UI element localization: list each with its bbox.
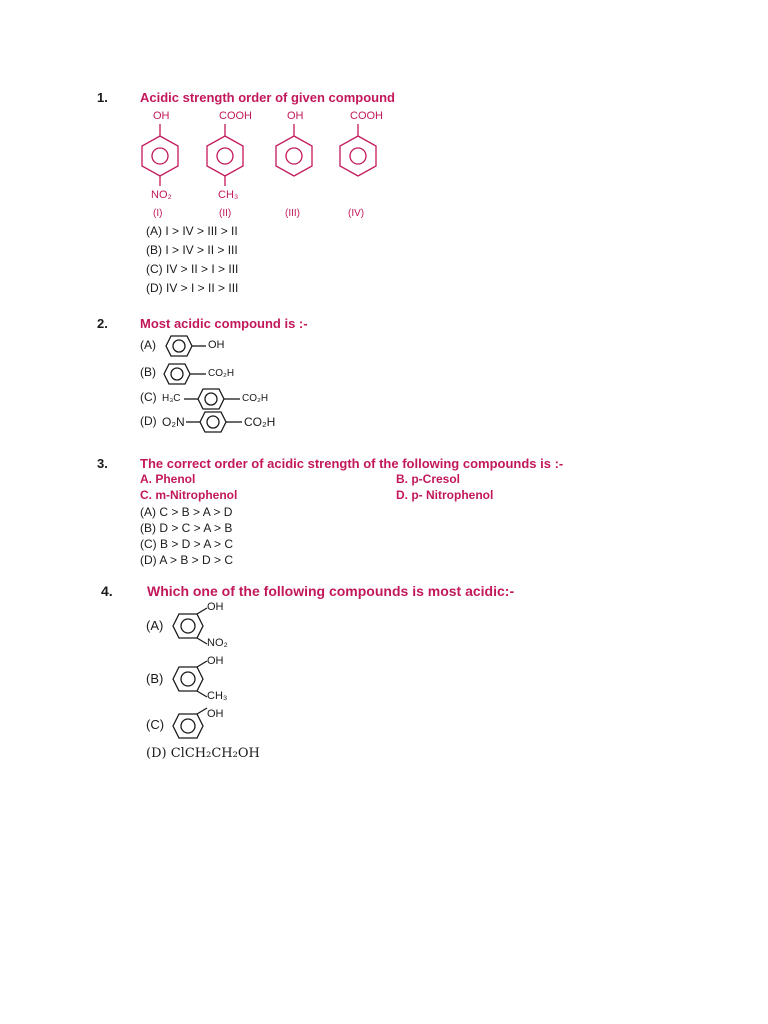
q3-item-c: C. m-Nitrophenol: [140, 488, 238, 502]
q4-option-c-top-group: OH: [207, 708, 224, 720]
q1-label-3: (III): [285, 208, 300, 219]
q3-item-b: B. p-Cresol: [396, 472, 461, 486]
q3-number: 3.: [97, 456, 108, 471]
q3-option-b: (B) D > C > A > B: [140, 521, 233, 535]
q4-option-d-formula: ClCH₂CH₂OH: [170, 746, 260, 761]
q1-question-text: Acidic strength order of given compound: [140, 90, 395, 105]
q2-option-c-left-group: H₃C: [162, 393, 181, 404]
q4-option-a-label: (A): [146, 618, 164, 633]
q2-question-text: Most acidic compound is :-: [140, 316, 308, 331]
q2-option-d-right-group: CO₂H: [244, 415, 276, 429]
q4-option-a-ring: [173, 608, 207, 644]
q4-option-c-ring: [173, 708, 207, 738]
q1-compound-2-bottom-group: CH₃: [218, 189, 239, 201]
q2-option-a-label: (A): [140, 338, 156, 352]
q4-option-b-top-group: OH: [207, 655, 224, 667]
q4-option-b-bottom-group: CH₃: [207, 690, 228, 702]
q4-option-b-label: (B): [146, 671, 164, 686]
q2-option-b-group: CO₂H: [208, 368, 235, 379]
q2-number: 2.: [97, 316, 108, 331]
q4-option-a-bottom-group: NO₂: [207, 637, 228, 649]
q2-option-c-right-group: CO₂H: [242, 393, 269, 404]
q3-item-d: D. p- Nitrophenol: [396, 488, 494, 502]
q1-label-1: (I): [153, 208, 163, 219]
q1-compound-1-top-group: OH: [153, 110, 170, 122]
q2-option-a-group: OH: [208, 339, 225, 351]
q2-option-c-label: (C): [140, 390, 157, 404]
q1-option-b: (B) I > IV > II > III: [146, 243, 238, 257]
q2-option-d-label: (D): [140, 414, 157, 428]
q4-option-c-label: (C): [146, 717, 165, 732]
q4-number: 4.: [101, 583, 113, 599]
q1-option-a: (A) I > IV > III > II: [146, 224, 238, 238]
q1-compound-4-top-group: COOH: [350, 110, 383, 122]
q1-option-c: (C) IV > II > I > III: [146, 262, 239, 276]
q3-option-a: (A) C > B > A > D: [140, 505, 233, 519]
q1-number: 1.: [97, 90, 108, 105]
q1-label-2: (II): [219, 208, 232, 219]
q4-option-d-label: (D): [146, 746, 167, 761]
q1-label-4: (IV): [348, 208, 365, 219]
q2-option-b-label: (B): [140, 365, 156, 379]
q1-option-d: (D) IV > I > II > III: [146, 281, 239, 295]
q3-question-text: The correct order of acidic strength of the following compounds is :-: [140, 456, 564, 471]
q3-option-c: (C) B > D > A > C: [140, 537, 234, 551]
q4-option-b-ring: [173, 661, 207, 697]
q3-item-a: A. Phenol: [140, 472, 196, 486]
q1-compound-2-top-group: COOH: [219, 110, 252, 122]
q1-compound-1-bottom-group: NO₂: [151, 189, 172, 201]
q4-option-a-top-group: OH: [207, 601, 224, 613]
q3-option-d: (D) A > B > D > C: [140, 553, 234, 567]
q2-option-d-left-group: O₂N: [162, 415, 185, 429]
q1-compound-3-top-group: OH: [287, 110, 304, 122]
q4-question-text: Which one of the following compounds is most acidic:-: [147, 583, 515, 599]
